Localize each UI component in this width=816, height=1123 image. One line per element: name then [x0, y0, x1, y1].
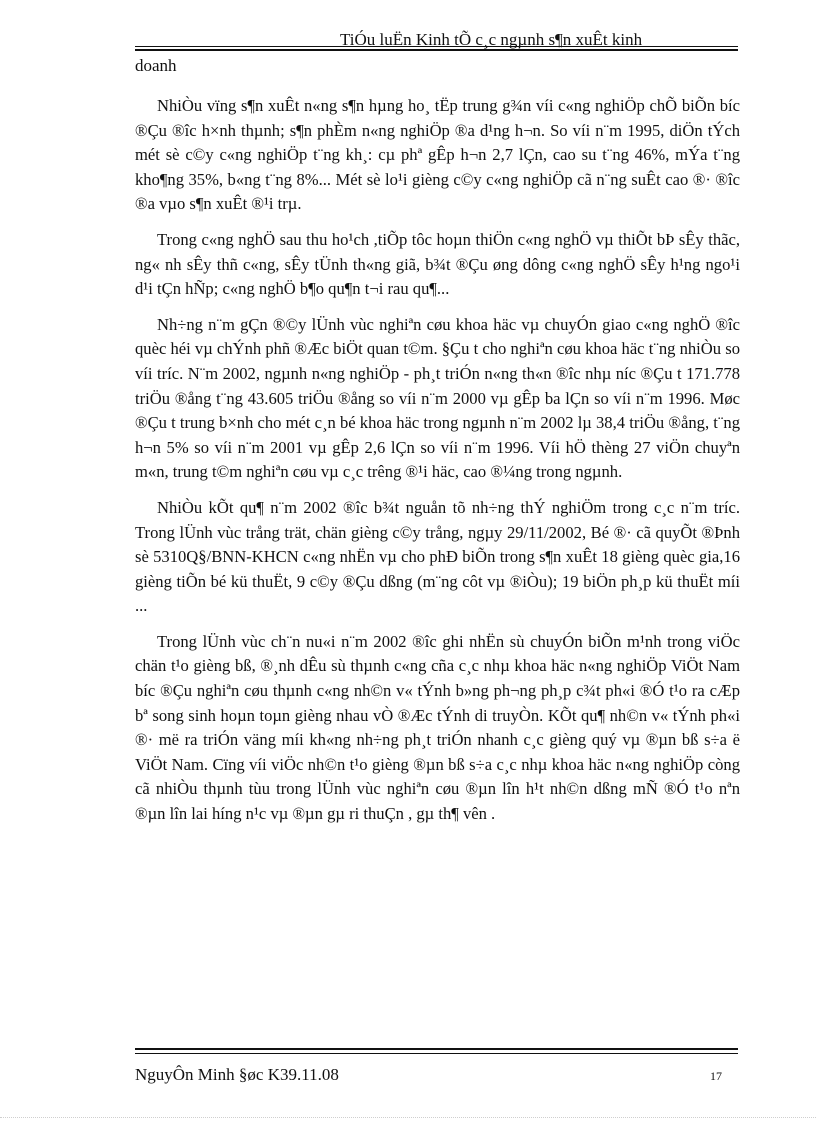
body-text	[135, 94, 740, 838]
paragraph-1: NhiÒu vïng s¶n xuÊt n«ng s¶n hµng ho¸ tËp trung g¾n víi c«ng nghiÖp chÕ biÕn bíc ®Çu ®îc h×nh thµnh; s¶n phÈm n«ng nghiÖp ®a d¹ng h¬n. So víi n¨m 1995, diÖn tÝch mét sè c©y c«ng nghiÖp t¨ng kh¸: cµ phª gÊp h¬n 2,7 lÇn, cao su t¨ng 46%, mÝa t¨ng kho¶ng 35%, b«ng t¨ng 8%... Mét sè lo¹i gièng c©y c«ng nghiÖp cã n¨ng suÊt cao ®· ®îc ®a vµo s¶n xuÊt ®¹i trµ.	[135, 96, 740, 214]
header-rule-thin	[135, 46, 738, 47]
footer-author: NguyÔn Minh §øc K39.11.08	[135, 1065, 339, 1084]
paragraph-5: Trong lÜnh vùc ch¨n nu«i n¨m 2002 ®îc ghi nhËn sù chuyÓn biÕn m¹nh trong viÖc chän t¹o gièng bß, ®¸nh dÊu sù thµnh c«ng cña c¸c nhµ khoa häc n«ng nghiÖp ViÖt Nam bíc ®Çu nghiªn cøu thµnh c«ng nh©n v« tÝnh b»ng ph¬ng ph¸p c¾t ph«i ®Ó t¹o ra cÆp bª song sinh hoµn toµn gièng nhau vÒ ®Æc tÝnh di truyÒn. KÕt qu¶ nh©n v« tÝnh ph«i ®· më ra triÓn väng míi kh«ng nh÷ng ph¸t triÓn nhanh c¸c gièng quý vµ ®µn bß s÷a ë ViÖt Nam. Cïng víi viÖc nh©n t¹o gièng ®µn bß s÷a c¸c nhµ khoa häc n«ng nghiÖp còng cã nhiÒu thµnh tùu trong lÜnh vùc nghiªn cøu ®µn lîn h¹t nh©n dßng mÑ ®Ó t¹o nªn ®µn lîn lai híng n¹c vµ ®µn gµ ri thuÇn , gµ th¶ vên .	[135, 631, 740, 824]
footer-rule-thin	[135, 1053, 738, 1054]
running-header-title: TiÓu luËn Kinh tÕ c¸c ngµnh s¶n xuÊt kinh	[340, 30, 643, 49]
footer-rule-thick	[135, 1048, 738, 1050]
header-rule-thick	[135, 49, 738, 51]
paragraph-3: Nh÷ng n¨m gÇn ®©y lÜnh vùc nghiªn cøu khoa häc vµ chuyÓn giao c«ng nghÖ ®îc quèc héi vµ chÝnh phñ ®Æc biÖt quan t©m. §Çu t cho nghiªn cøu khoa häc t¨ng nhiÒu so víi tríc. N¨m 2002, ngµnh n«ng nghiÖp - ph¸t triÓn n«ng th«n ®îc nhµ níc ®Çu t 171.778 triÖu ®ång t¨ng 43.605 triÖu ®ång so víi n¨m 2000 vµ gÊp ba lÇn so víi n¨m 1996. Møc ®Çu t trung b×nh cho mét c¸n bé khoa häc trong ngµnh n¨m 2002 lµ 38,4 triÖu ®ång, t¨ng h¬n 5% so víi n¨m 2001 vµ gÊp 2,6 lÇn so víi n¨m 1996. Víi hÖ thèng 27 viÖn chuyªn m«n, trung t©m nghiªn cøu vµ c¸c trêng ®¹i häc, cao ®¼ng trong ngµnh.	[135, 314, 740, 482]
page-number: 17	[710, 1069, 722, 1083]
page-edge-divider	[0, 1117, 816, 1118]
running-header-continuation: doanh	[135, 56, 177, 75]
paragraph-2: Trong c«ng nghÖ sau thu ho¹ch ,tiÕp tôc hoµn thiÖn c«ng nghÖ vµ thiÕt bÞ sÊy thãc, ng« nh sÊy thñ c«ng, sÊy tÜnh th«ng giã, b¾t ®Çu øng dông c«ng nghÖ sÊy h¹ng ngo¹i d¹i tÇn hÑp; c«ng nghÖ b¶o qu¶n t¬i rau qu¶...	[135, 229, 740, 299]
paragraph-4: NhiÒu kÕt qu¶ n¨m 2002 ®îc b¾t nguån tõ nh÷ng thÝ nghiÖm trong c¸c n¨m tríc. Trong lÜnh vùc trång trät, chän gièng c©y trång, ngµy 29/11/2002, Bé ®· cã quyÕt ®Þnh sè 5310Q§/BNN-KHCN c«ng nhËn vµ cho phÐ biÕn trong s¶n xuÊt 18 gièng quèc gia,16 gièng tiÕn bé kü thuËt, 9 c©y ®Çu dßng (m¨ng côt vµ ®iÒu); 19 biÖn ph¸p kü thuËt míi ...	[135, 497, 740, 616]
